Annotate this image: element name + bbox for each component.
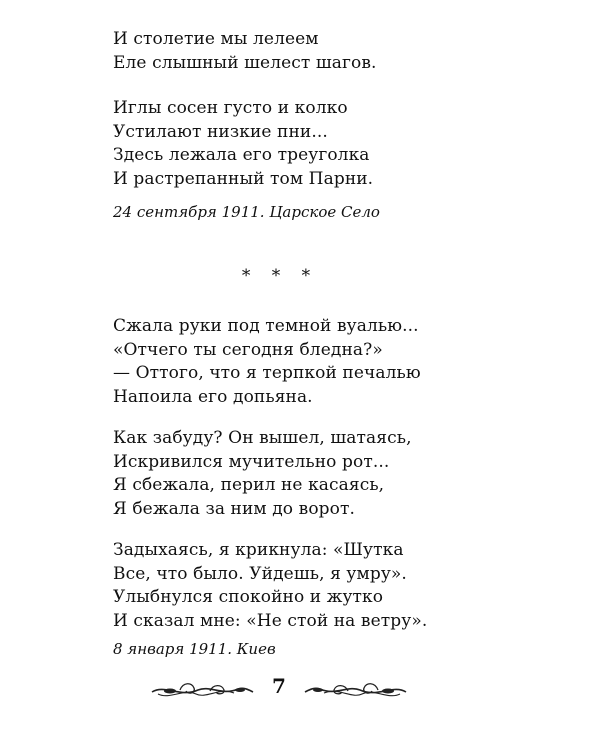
poem-line: «Отчего ты сегодня бледна?» — [113, 339, 383, 360]
poem-line: Напоила его допьяна. — [113, 386, 313, 407]
poem-line: Здесь лежала его треуголка — [113, 145, 370, 165]
poem-line: И растрепанный том Парни. — [113, 168, 374, 189]
poem-line: Все, что было. Уйдешь, я умру». — [113, 563, 407, 584]
poem2-stanza2 — [113, 427, 583, 521]
poem-line: Улыбнулся спокойно и жутко — [113, 587, 384, 607]
poem-line: И столетие мы лелеем — [113, 29, 319, 49]
poem1-stanza2 — [113, 97, 583, 191]
poem1-date: 24 сентября 1911. Царское Село — [113, 203, 380, 221]
poem2-stanza3 — [113, 539, 583, 633]
poem2-stanza1 — [113, 315, 583, 409]
poem-line: Сжала руки под темной вуалью... — [113, 316, 419, 336]
poem-line: — Оттого, что я терпкой печалью — [113, 363, 421, 383]
poem-line: Еле слышный шелест шагов. — [113, 52, 377, 73]
poem-line: Устилают низкие пни... — [113, 121, 328, 142]
poem-line: Искривился мучительно рот... — [113, 451, 390, 472]
poem-line: Как забуду? Он вышел, шатаясь, — [113, 428, 412, 448]
page-number: 7 — [272, 674, 286, 698]
section-divider: * * * — [241, 266, 319, 286]
poem-line: Я сбежала, перил не касаясь, — [113, 475, 385, 495]
poem-line: Иглы сосен густо и колко — [113, 98, 348, 118]
poem-line: И сказал мне: «Не стой на ветру». — [113, 610, 428, 631]
poem2-date: 8 января 1911. Киев — [113, 640, 276, 658]
poem-line: Я бежала за ним до ворот. — [113, 498, 355, 519]
page-footer — [0, 670, 600, 710]
poem-line: Задыхаясь, я крикнула: «Шутка — [113, 540, 404, 560]
flourish-ornament-icon — [303, 678, 408, 702]
flourish-ornament-icon — [150, 678, 255, 702]
poem1-stanza1 — [113, 28, 583, 75]
